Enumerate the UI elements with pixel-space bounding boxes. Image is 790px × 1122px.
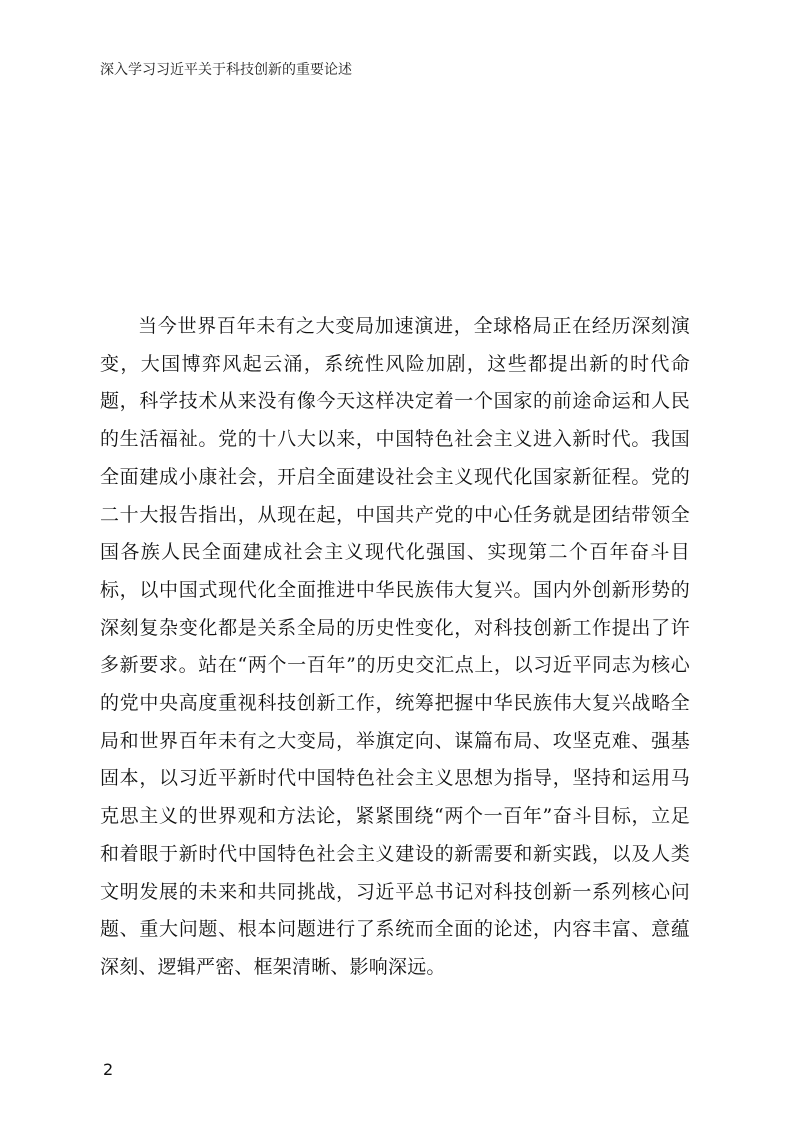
body-paragraph: 当今世界百年未有之大变局加速演进，全球格局正在经历深刻演变，大国博弈风起云涌，系统性风险加剧，这些都提出新的时代命题，科学技术从来没有像今天这样决定着一个国家的前途命运和人民的生活福祉。党的十八大以来，中国特色社会主义进入新时代。我国全面建成小康社会，开启全面建设社会主义现代化国家新征程。党的二十大报告指出，从现在起，中国共产党的中心任务就是团结带领全国各族人民全面建成社会主义现代化强国、实现第二个百年奋斗目标，以中国式现代化全面推进中华民族伟大复兴。国内外创新形势的深刻复杂变化都是关系全局的历史性变化，对科技创新工作提出了许多新要求。站在“两个一百年”的历史交汇点上，以习近平同志为核心的党中央高度重视科技创新工作，统筹把握中华民族伟大复兴战略全局和世界百年未有之大变局，举旗定向、谋篇布局、攻坚克难、强基固本，以习近平新时代中国特色社会主义思想为指导，坚持和运用马克思主义的世界观和方法论，紧紧围绕“两个一百年”奋斗目标，立足和着眼于新时代中国特色社会主义建设的新需要和新实践，以及人类文明发展的未来和共同挑战，习近平总书记对科技创新一系列核心问题、重大问题、根本问题进行了系统而全面的论述，内容丰富、意蕴深刻、逻辑严密、框架清晰、影响深远。 bbox=[100, 315, 690, 978]
page-number: 2 bbox=[103, 1060, 114, 1079]
running-header: 深入学习习近平关于科技创新的重要论述 bbox=[100, 62, 352, 78]
